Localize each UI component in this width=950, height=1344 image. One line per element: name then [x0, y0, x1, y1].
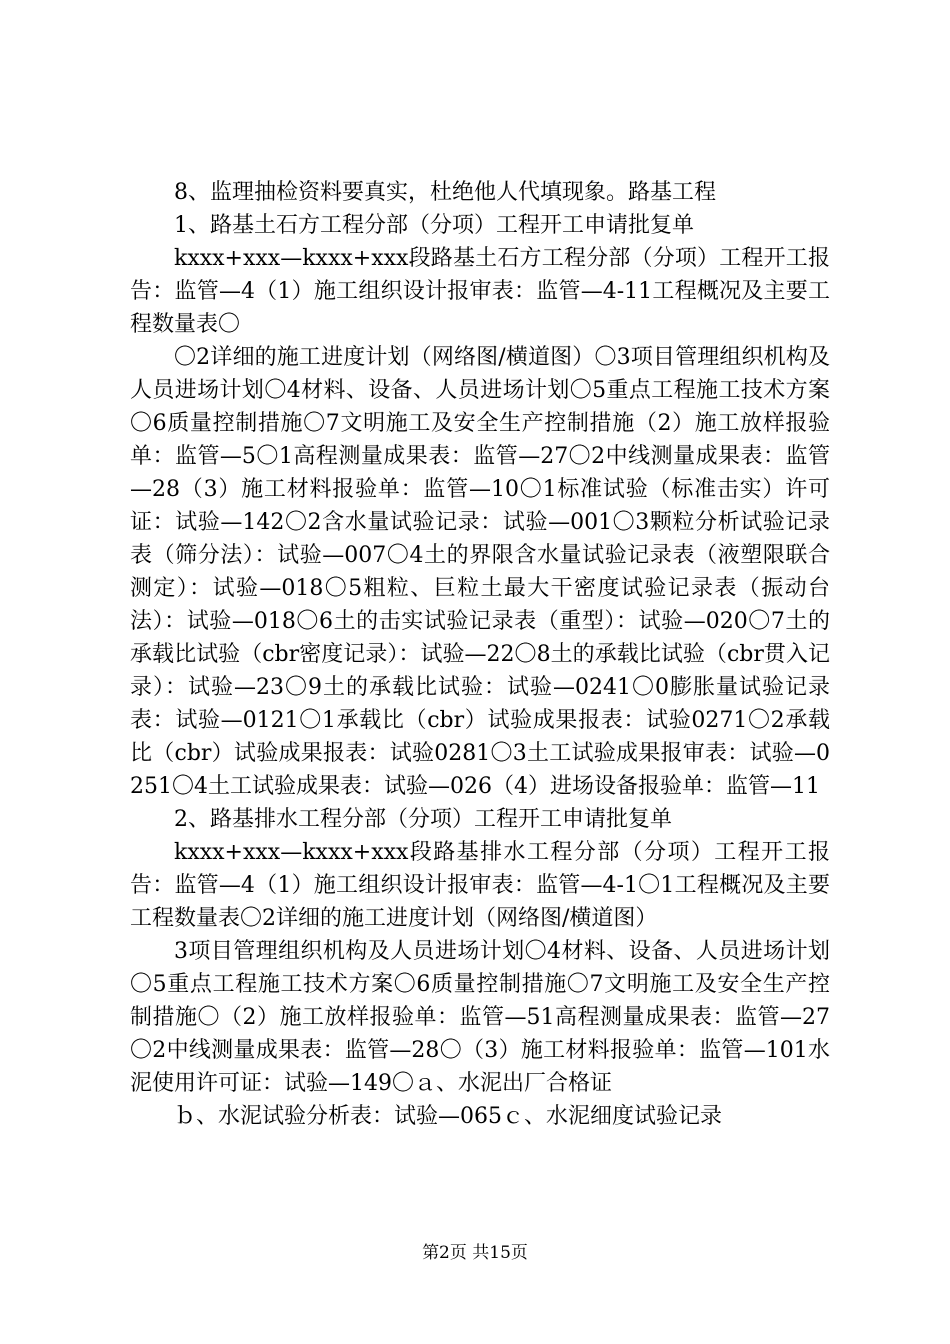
paragraph: kxxx+xxx—kxxx+xxx段路基土石方工程分部（分项）工程开工报告：监管—4（1）施工组织设计报审表：监管—4-11工程概况及主要工程数量表〇: [130, 246, 830, 337]
paragraph: kxxx+xxx—kxxx+xxx段路基排水工程分部（分项）工程开工报告：监管—4（1）施工组织设计报审表：监管—4-1〇1工程概况及主要工程数量表〇2详细的施工进度计划（网络图/横道图）: [130, 840, 830, 931]
paragraph: ｂ、水泥试验分析表：试验—065ｃ、水泥细度试验记录: [174, 1104, 722, 1129]
page-number-footer: 第2页 共15页: [422, 1243, 528, 1263]
paragraph: 1、路基土石方工程分部（分项）工程开工申请批复单: [174, 213, 694, 238]
paragraph: 〇2详细的施工进度计划（网络图/横道图）〇3项目管理组织机构及人员进场计划〇4材料、设备、人员进场计划〇5重点工程施工技术方案〇6质量控制措施〇7文明施工及安全生产控制措施（2）施工放样报验单：监管—5〇1高程测量成果表：监管—27〇2中线测量成果表：监管—28（3）施工材料报验单：监管—10〇1标准试验（标准击实）许可证：试验—142〇2含水量试验记录：试验—001〇3颗粒分析试验记录表（筛分法）：试验—007〇4土的界限含水量试验记录表（液塑限联合测定）：试验—018〇5粗粒、巨粒土最大干密度试验记录表（振动台法）：试验—018〇6土的击实试验记录表（重型）：试验—020〇7土的承载比试验（cbr密度记录）：试验—22〇8土的承载比试验（cbr贯入记录）：试验—23〇9土的承载比试验：试验—0241〇0膨胀量试验记录表：试验—0121〇1承载比（cbr）试验成果报表：试验0271〇2承载比（cbr）试验成果报表：试验0281〇3土工试验成果报审表：试验—0251〇4土工试验成果表：试验—026（4）进场设备报验单：监管—11: [130, 345, 830, 799]
paragraph: 3项目管理组织机构及人员进场计划〇4材料、设备、人员进场计划〇5重点工程施工技术方案〇6质量控制措施〇7文明施工及安全生产控制措施〇（2）施工放样报验单：监管—51高程测量成果表：监管—27〇2中线测量成果表：监管—28〇（3）施工材料报验单：监管—101水泥使用许可证：试验—149〇ａ、水泥出厂合格证: [130, 939, 830, 1096]
paragraph: 8、监理抽检资料要真实，杜绝他人代填现象。路基工程: [174, 180, 716, 205]
paragraph: 2、路基排水工程分部（分项）工程开工申请批复单: [174, 807, 672, 832]
document-body: [130, 176, 830, 1133]
